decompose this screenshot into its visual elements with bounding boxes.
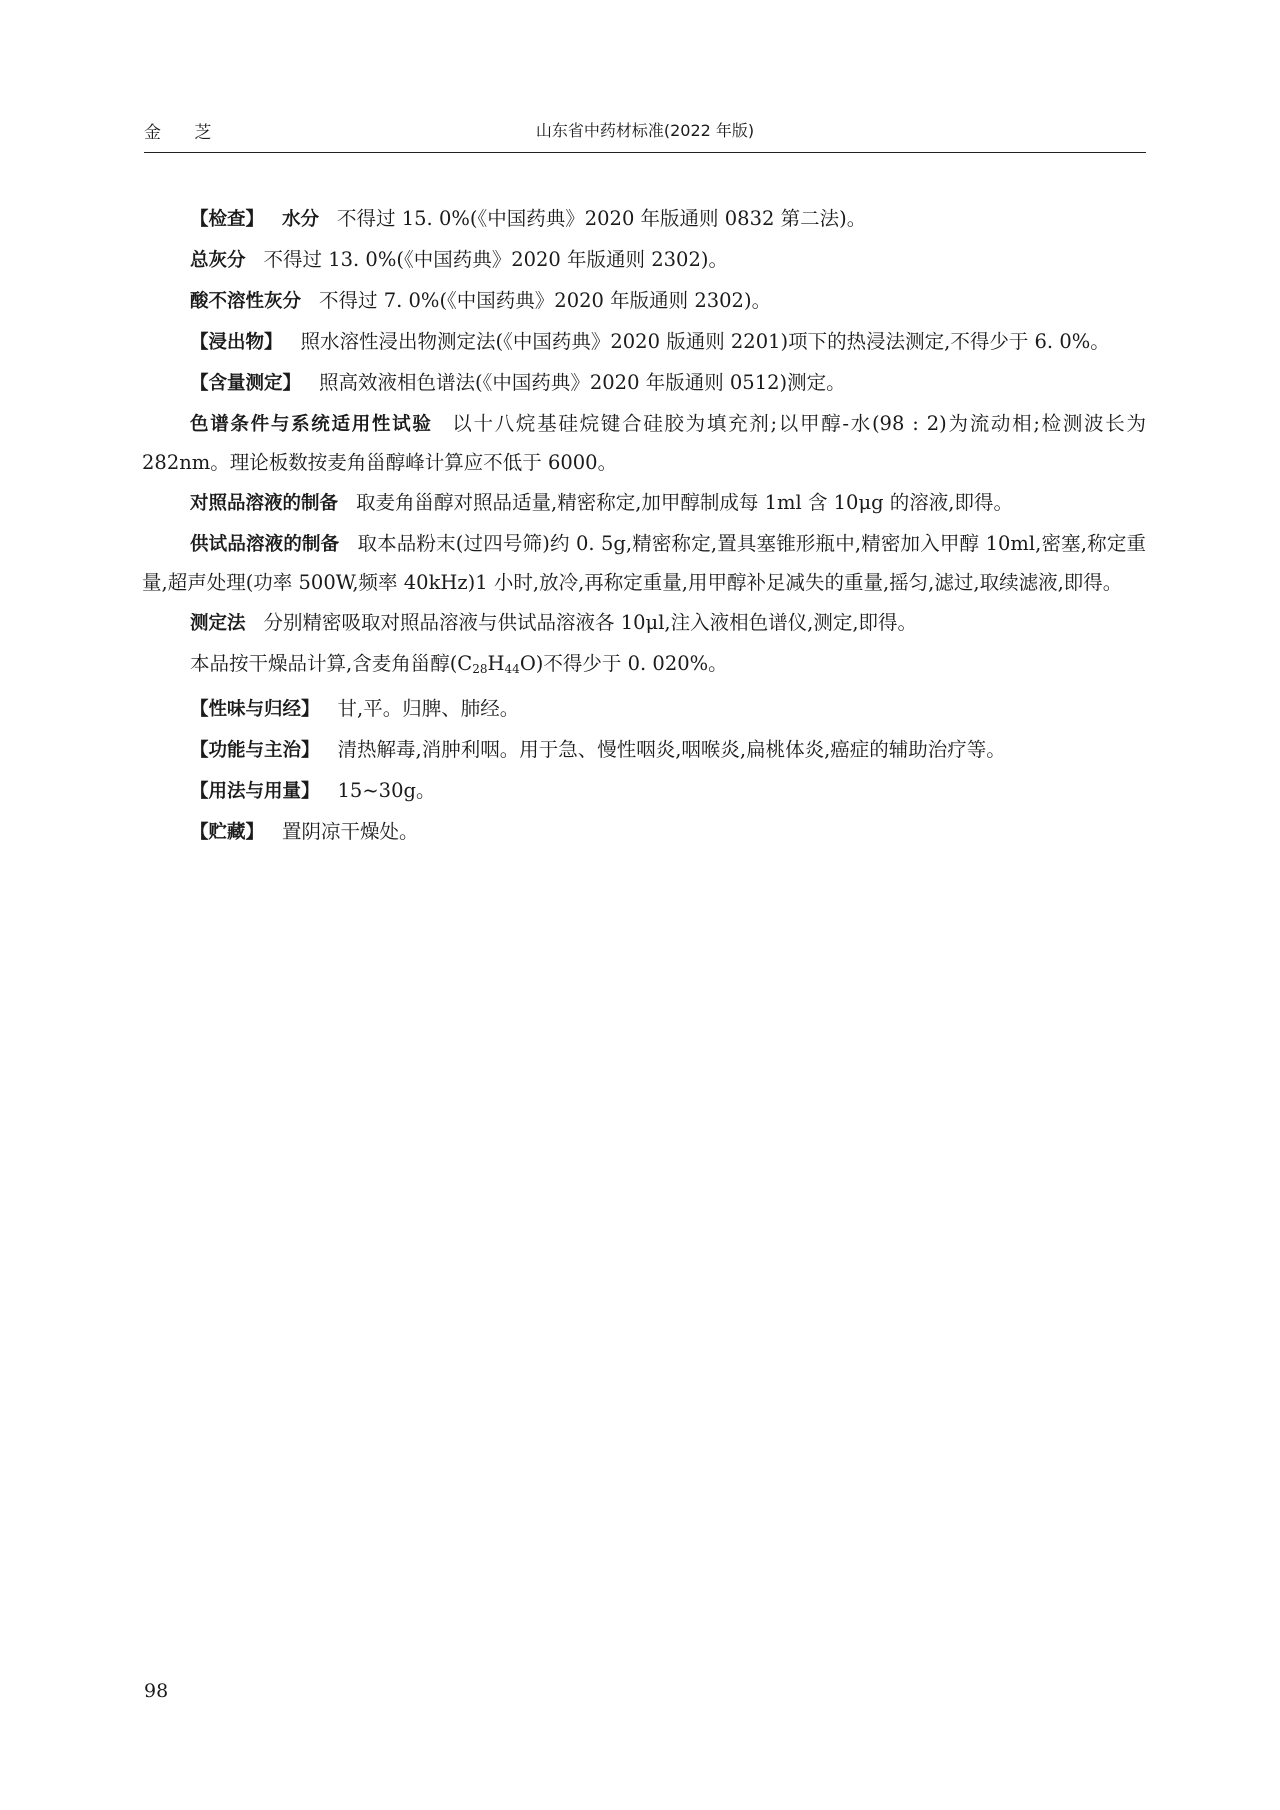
chromatography-label: 色谱条件与系统适用性试验 [190, 414, 433, 435]
nature-text: 甘,平。归脾、肺经。 [337, 697, 520, 720]
nature-label: 【性味与归经】 [190, 699, 320, 720]
formula-subscript-carbon: 28 [472, 662, 488, 676]
function-label: 【功能与主治】 [190, 740, 320, 761]
ash-text: 不得过 13. 0%(《中国药典》2020 年版通则 2302)。 [263, 248, 728, 271]
chromatography-paragraph [142, 405, 1146, 482]
result-paragraph [142, 645, 1146, 688]
ash-label: 总灰分 [190, 250, 246, 271]
formula-subscript-hydrogen: 44 [504, 662, 520, 676]
acid-ash-text: 不得过 7. 0%(《中国药典》2020 年版通则 2302)。 [319, 289, 772, 312]
sample-solution-paragraph [142, 525, 1146, 602]
ash-paragraph [142, 241, 1146, 280]
nature-paragraph [142, 690, 1146, 729]
moisture-label: 水分 [282, 209, 320, 230]
check-moisture-paragraph [142, 200, 1146, 239]
usage-paragraph [142, 772, 1146, 811]
extract-text: 照水溶性浸出物测定法(《中国药典》2020 版通则 2201)项下的热浸法测定,不得少于 6. 0%。 [300, 330, 1110, 353]
method-label: 测定法 [190, 613, 246, 634]
assay-label: 【含量测定】 [190, 373, 302, 394]
method-text: 分别精密吸取对照品溶液与供试品溶液各 10μl,注入液相色谱仪,测定,即得。 [263, 611, 918, 634]
check-label: 【检查】 [190, 209, 265, 230]
usage-text: 15~30g。 [337, 779, 436, 802]
storage-label: 【贮藏】 [190, 822, 265, 843]
usage-label: 【用法与用量】 [190, 781, 320, 802]
reference-solution-text: 取麦角甾醇对照品适量,精密称定,加甲醇制成每 1ml 含 10μg 的溶液,即得。 [356, 491, 1014, 514]
sample-solution-text: 取本品粉末(过四号筛)约 0. 5g,精密称定,置具塞锥形瓶中,精密加入甲醇 10ml,密塞,称定重量,超声处理(功率 500W,频率 40kHz)1 小时,放冷,再称定重量,用甲醇补足减失的重量,摇匀,滤过,取续滤液,即得。 [142, 532, 1146, 594]
extract-paragraph [142, 323, 1146, 362]
reference-solution-paragraph [142, 484, 1146, 523]
formula-hydrogen: H [487, 652, 505, 675]
assay-text: 照高效液相色谱法(《中国药典》2020 年版通则 0512)测定。 [319, 371, 846, 394]
result-text-start: 本品按干燥品计算,含麦角甾醇(C [190, 652, 473, 675]
page-body [142, 200, 1146, 854]
sample-solution-label: 供试品溶液的制备 [190, 534, 340, 555]
page-number: 98 [144, 1680, 169, 1702]
moisture-text: 不得过 15. 0%(《中国药典》2020 年版通则 0832 第二法)。 [337, 207, 867, 230]
acid-ash-paragraph [142, 282, 1146, 321]
reference-solution-label: 对照品溶液的制备 [190, 493, 339, 514]
function-paragraph [142, 731, 1146, 770]
storage-text: 置阴凉干燥处。 [282, 820, 419, 843]
storage-paragraph [142, 813, 1146, 852]
result-text-end: O)不得少于 0. 020%。 [519, 652, 728, 675]
extract-label: 【浸出物】 [190, 332, 283, 353]
chromatography-text: 以十八烷基硅烷键合硅胶为填充剂;以甲醇-水(98 : 2)为流动相;检测波长为 282nm。理论板数按麦角甾醇峰计算应不低于 6000。 [142, 412, 1146, 474]
header-book-title: 山东省中药材标准(2022 年版) [535, 121, 755, 140]
function-text: 清热解毒,消肿利咽。用于急、慢性咽炎,咽喉炎,扁桃体炎,癌症的辅助治疗等。 [337, 738, 1006, 761]
assay-paragraph [142, 364, 1146, 403]
method-paragraph [142, 604, 1146, 643]
running-header [144, 112, 1146, 153]
header-herb-name: 金 芝 [144, 123, 226, 143]
acid-ash-label: 酸不溶性灰分 [190, 291, 302, 312]
